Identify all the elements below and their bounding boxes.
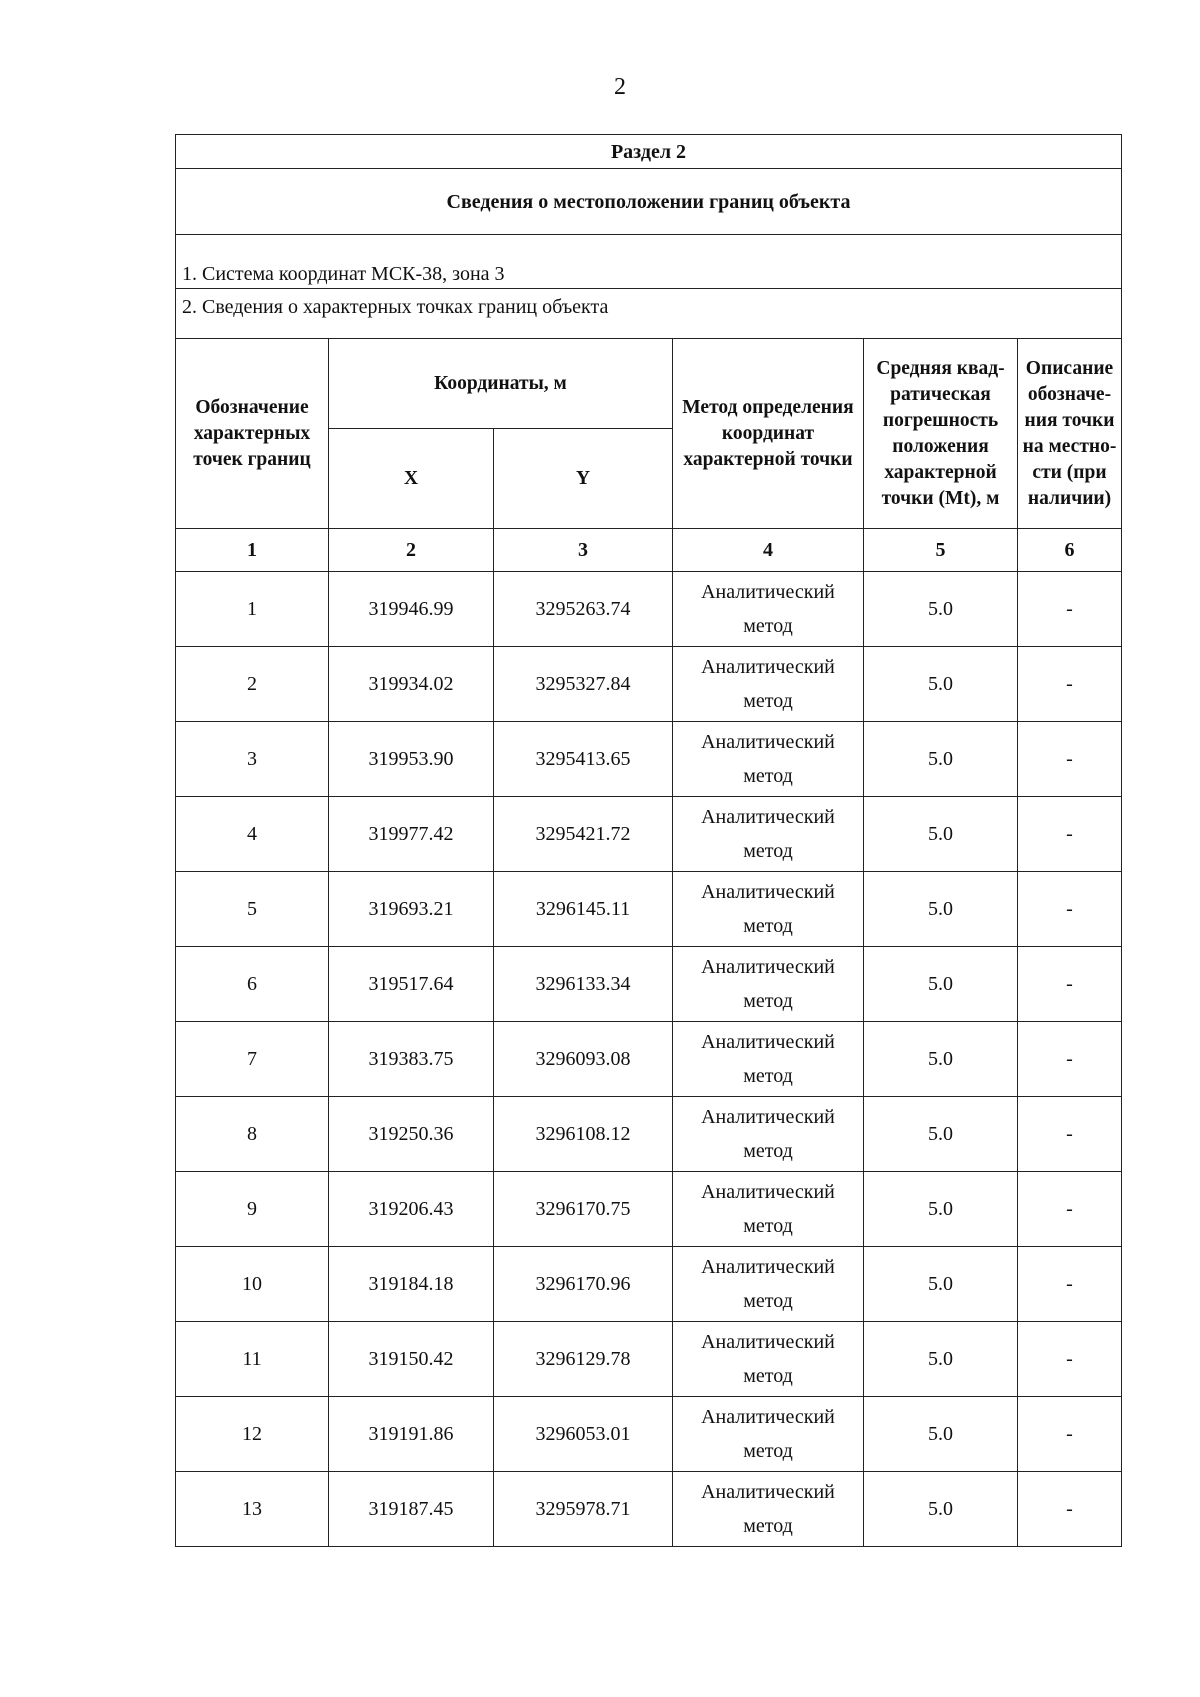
point-id: 2 [176, 647, 329, 722]
table-row [176, 1097, 1122, 1172]
header-y: Y [494, 429, 673, 529]
point-method-line-2: метод [743, 1290, 793, 1312]
point-method [673, 947, 864, 1022]
point-y: 3296145.11 [494, 872, 673, 947]
point-method-line-2: метод [743, 615, 793, 637]
point-description: - [1018, 1172, 1122, 1247]
point-mt: 5.0 [864, 647, 1018, 722]
point-id: 13 [176, 1472, 329, 1547]
point-x: 319383.75 [329, 1022, 494, 1097]
column-numbers-row [176, 529, 1122, 572]
point-description: - [1018, 1097, 1122, 1172]
point-method-line-2: метод [743, 1140, 793, 1162]
point-method [673, 872, 864, 947]
point-id: 12 [176, 1397, 329, 1472]
point-id: 7 [176, 1022, 329, 1097]
point-x: 319206.43 [329, 1172, 494, 1247]
point-id: 9 [176, 1172, 329, 1247]
point-x: 319934.02 [329, 647, 494, 722]
point-id: 3 [176, 722, 329, 797]
point-id: 10 [176, 1247, 329, 1322]
point-method-line-1: Аналитический [701, 956, 835, 978]
point-method [673, 722, 864, 797]
point-y: 3296133.34 [494, 947, 673, 1022]
point-id: 1 [176, 572, 329, 647]
point-method [673, 1022, 864, 1097]
table-row [176, 947, 1122, 1022]
point-method [673, 1097, 864, 1172]
point-id: 5 [176, 872, 329, 947]
point-method-line-2: метод [743, 990, 793, 1012]
point-method [673, 797, 864, 872]
point-mt: 5.0 [864, 1022, 1018, 1097]
point-description: - [1018, 1322, 1122, 1397]
column-number: 4 [673, 529, 864, 572]
point-mt: 5.0 [864, 797, 1018, 872]
point-id: 4 [176, 797, 329, 872]
point-y: 3295413.65 [494, 722, 673, 797]
point-method [673, 647, 864, 722]
point-method-line-2: метод [743, 1365, 793, 1387]
point-x: 319977.42 [329, 797, 494, 872]
point-mt: 5.0 [864, 1322, 1018, 1397]
table-row [176, 1472, 1122, 1547]
point-y: 3296170.75 [494, 1172, 673, 1247]
header-method: Метод определения координат характерной точки [673, 339, 864, 529]
point-y: 3296093.08 [494, 1022, 673, 1097]
header-coordinates: Координаты, м [329, 339, 673, 429]
point-id: 8 [176, 1097, 329, 1172]
point-description: - [1018, 1247, 1122, 1322]
point-mt: 5.0 [864, 1397, 1018, 1472]
point-x: 319693.21 [329, 872, 494, 947]
column-number: 5 [864, 529, 1018, 572]
point-description: - [1018, 1022, 1122, 1097]
boundary-points-table [175, 134, 1122, 1547]
point-y: 3296129.78 [494, 1322, 673, 1397]
column-number: 2 [329, 529, 494, 572]
point-y: 3295327.84 [494, 647, 673, 722]
point-method [673, 572, 864, 647]
point-method-line-1: Аналитический [701, 1181, 835, 1203]
point-method-line-1: Аналитический [701, 731, 835, 753]
point-x: 319517.64 [329, 947, 494, 1022]
point-method-line-1: Аналитический [701, 806, 835, 828]
point-description: - [1018, 797, 1122, 872]
point-description: - [1018, 722, 1122, 797]
point-mt: 5.0 [864, 572, 1018, 647]
table-row [176, 1022, 1122, 1097]
header-description: Описание обозначе-ния точки на местно-сти (при наличии) [1018, 339, 1122, 529]
point-x: 319187.45 [329, 1472, 494, 1547]
point-method-line-1: Аналитический [701, 1331, 835, 1353]
point-x: 319191.86 [329, 1397, 494, 1472]
header-error: Средняя квад-ратическая погрешность положения характерной точки (Mt), м [864, 339, 1018, 529]
point-description: - [1018, 947, 1122, 1022]
table-row [176, 1397, 1122, 1472]
column-number: 6 [1018, 529, 1122, 572]
point-method-line-1: Аналитический [701, 656, 835, 678]
point-x: 319946.99 [329, 572, 494, 647]
table-row [176, 647, 1122, 722]
point-method [673, 1172, 864, 1247]
table-row [176, 1172, 1122, 1247]
point-method-line-1: Аналитический [701, 1406, 835, 1428]
point-method-line-2: метод [743, 1515, 793, 1537]
point-y: 3296053.01 [494, 1397, 673, 1472]
point-mt: 5.0 [864, 947, 1018, 1022]
point-method [673, 1322, 864, 1397]
point-mt: 5.0 [864, 872, 1018, 947]
header-designation: Обозначение характерных точек границ [176, 339, 329, 529]
table-row [176, 1247, 1122, 1322]
point-method-line-2: метод [743, 690, 793, 712]
coordinate-system: 1. Система координат МСК-38, зона 3 [176, 235, 1122, 289]
points-heading: 2. Сведения о характерных точках границ объекта [176, 289, 1122, 339]
table-row [176, 797, 1122, 872]
point-mt: 5.0 [864, 1172, 1018, 1247]
point-x: 319184.18 [329, 1247, 494, 1322]
point-method-line-2: метод [743, 915, 793, 937]
point-mt: 5.0 [864, 722, 1018, 797]
point-mt: 5.0 [864, 1247, 1018, 1322]
point-description: - [1018, 1472, 1122, 1547]
point-id: 11 [176, 1322, 329, 1397]
point-method-line-1: Аналитический [701, 1256, 835, 1278]
point-description: - [1018, 1397, 1122, 1472]
point-id: 6 [176, 947, 329, 1022]
page-number: 2 [614, 74, 626, 100]
point-method [673, 1472, 864, 1547]
point-method [673, 1397, 864, 1472]
table-row [176, 1322, 1122, 1397]
point-method-line-2: метод [743, 765, 793, 787]
point-method-line-1: Аналитический [701, 1031, 835, 1053]
point-y: 3295421.72 [494, 797, 673, 872]
point-description: - [1018, 572, 1122, 647]
point-method [673, 1247, 864, 1322]
point-method-line-1: Аналитический [701, 581, 835, 603]
point-y: 3296170.96 [494, 1247, 673, 1322]
point-description: - [1018, 647, 1122, 722]
point-y: 3296108.12 [494, 1097, 673, 1172]
table-row [176, 872, 1122, 947]
point-method-line-2: метод [743, 1065, 793, 1087]
section-subtitle: Сведения о местоположении границ объекта [176, 169, 1122, 235]
point-y: 3295263.74 [494, 572, 673, 647]
point-method-line-1: Аналитический [701, 881, 835, 903]
section-title: Раздел 2 [176, 135, 1122, 169]
header-x: X [329, 429, 494, 529]
point-mt: 5.0 [864, 1472, 1018, 1547]
point-x: 319250.36 [329, 1097, 494, 1172]
point-description: - [1018, 872, 1122, 947]
point-y: 3295978.71 [494, 1472, 673, 1547]
point-x: 319150.42 [329, 1322, 494, 1397]
point-method-line-2: метод [743, 840, 793, 862]
point-x: 319953.90 [329, 722, 494, 797]
column-number: 1 [176, 529, 329, 572]
table-row [176, 722, 1122, 797]
point-method-line-1: Аналитический [701, 1106, 835, 1128]
table-row [176, 572, 1122, 647]
point-mt: 5.0 [864, 1097, 1018, 1172]
point-method-line-2: метод [743, 1215, 793, 1237]
point-method-line-2: метод [743, 1440, 793, 1462]
column-number: 3 [494, 529, 673, 572]
point-method-line-1: Аналитический [701, 1481, 835, 1503]
